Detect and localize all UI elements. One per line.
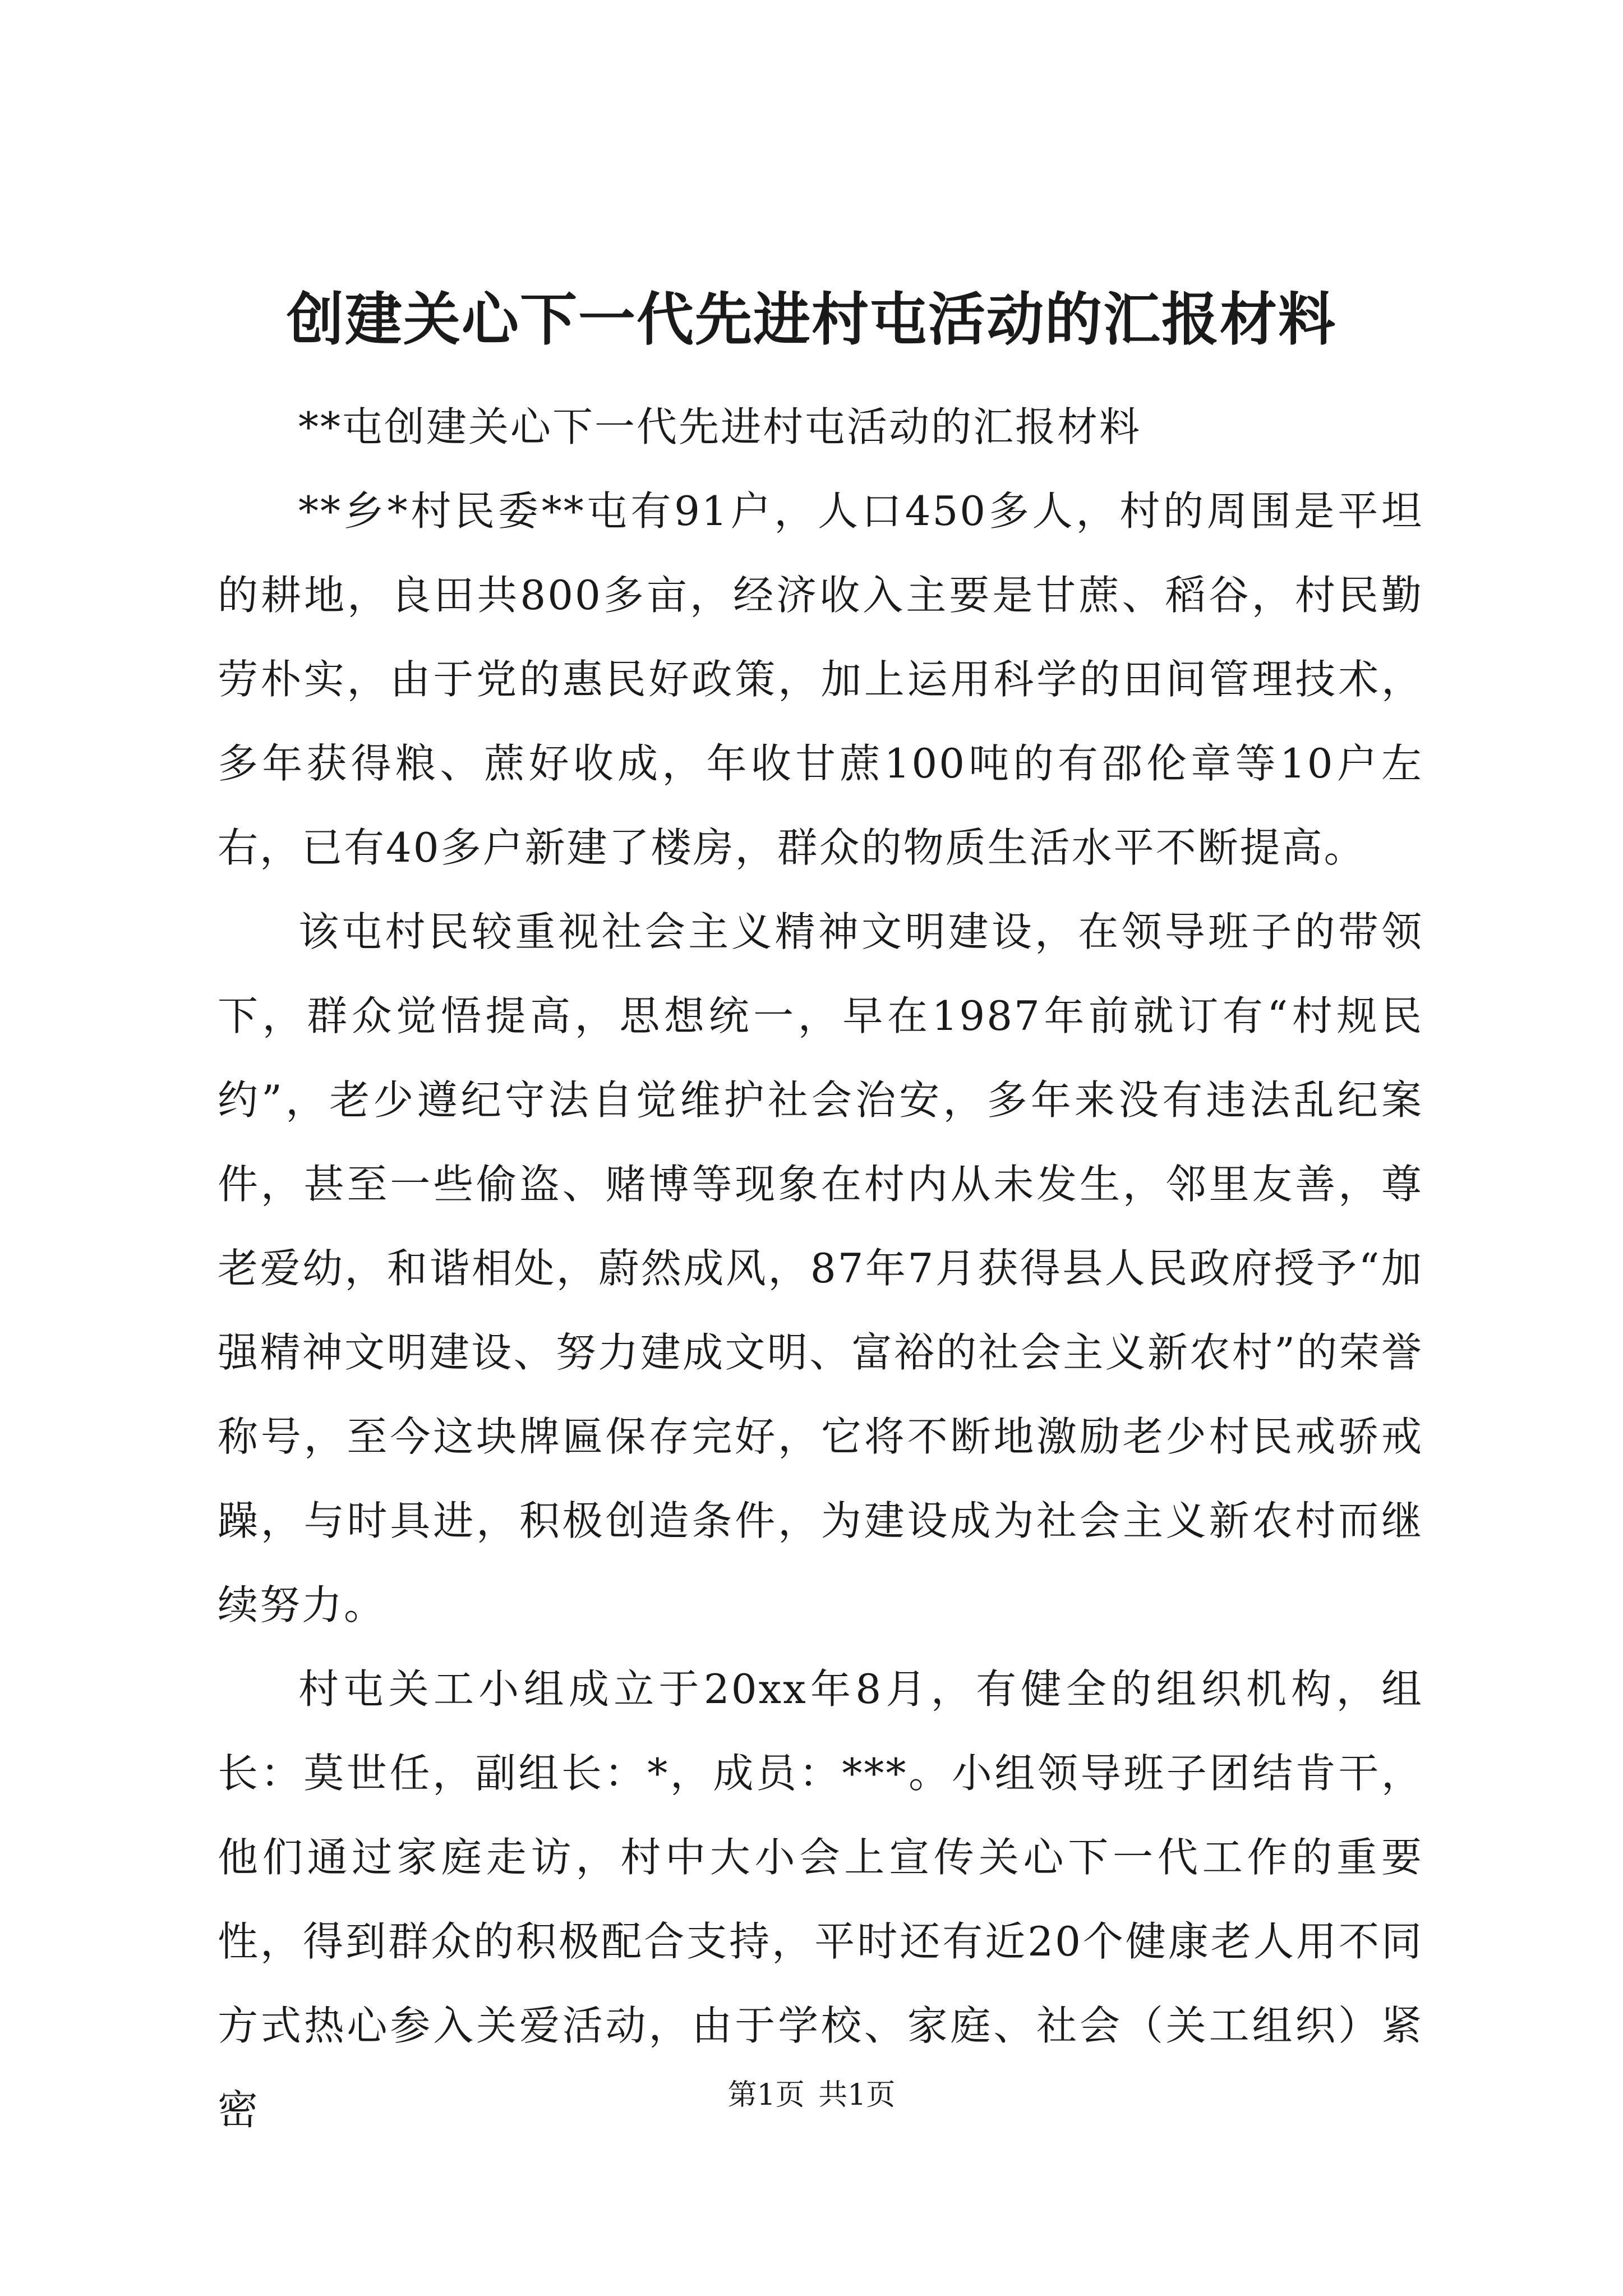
paragraph-civilization: 该屯村民较重视社会主义精神文明建设，在领导班子的带领下，群众觉悟提高，思想统一，早在1987年前就订有“村规民约”，老少遵纪守法自觉维护社会治安，多年来没有违法乱纪案件，甚至一些偷盗、赌博等现象在村内从未发生，邻里友善，尊老爱幼，和谐相处，蔚然成风，87年7月获得县人民政府授予“加强精神文明建设、努力建成文明、富裕的社会主义新农村”的荣誉称号，至今这块牌匾保存完好，它将不断地激励老少村民戒骄戒躁，与时具进，积极创造条件，为建设成为社会主义新农村而继续努力。 <box>218 908 1423 1628</box>
document-title: 创建关心下一代先进村屯活动的汇报材料 <box>287 286 1336 353</box>
document-body <box>218 385 1423 2152</box>
paragraph-village-overview: **乡*村民委**屯有91户，人口450多人，村的周围是平坦的耕地，良田共800多亩，经济收入主要是甘蔗、稻谷，村民勤劳朴实，由于党的惠民好政策，加上运用科学的田间管理技术，多年获得粮、蔗好收成，年收甘蔗100吨的有邵伦章等10户左右，已有40多户新建了楼房，群众的物质生活水平不断提高。 <box>218 487 1423 871</box>
page-total: 共1页 <box>818 2078 896 2112</box>
page-footer <box>0 2076 1623 2115</box>
paragraph-subtitle: **屯创建关心下一代先进村屯活动的汇报材料 <box>298 403 1142 450</box>
page-number: 第1页 <box>727 2078 805 2112</box>
paragraph-care-group: 村屯关工小组成立于20xx年8月，有健全的组织机构，组长：莫世任，副组长：*，成员：***。小组领导班子团结肯干，他们通过家庭走访，村中大小会上宣传关心下一代工作的重要性，得到群众的积极配合支持，平时还有近20个健康老人用不同方式热心参入关爱活动，由于学校、家庭、社会（关工组织）紧密 <box>218 1665 1423 2133</box>
